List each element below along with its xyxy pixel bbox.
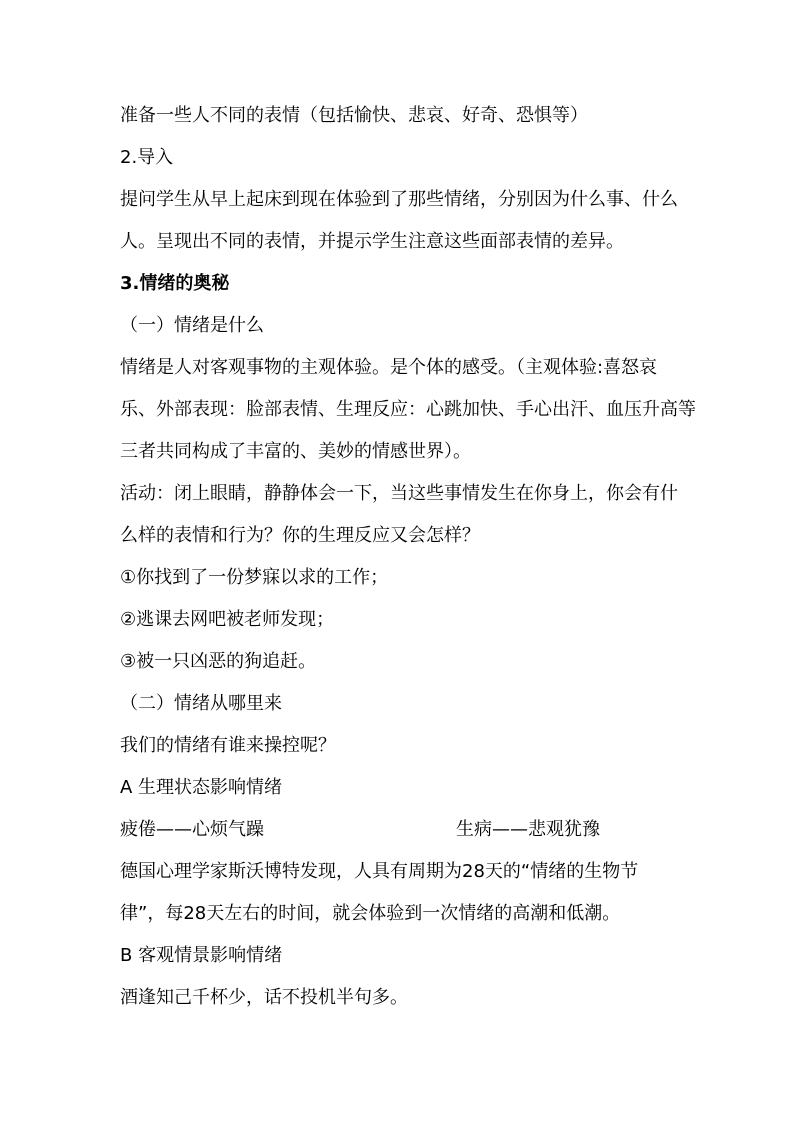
factor-a-examples	[120, 818, 600, 842]
biorhythm-line-1: 德国心理学家斯沃博特发现，人具有周期为28天的“情绪的生物节	[120, 861, 639, 882]
biorhythm-line-2: 律”，每28天左右的时间，就会体验到一次情绪的高潮和低潮。	[120, 903, 621, 924]
activity-item-2: ②逃课去网吧被老师发现；	[120, 609, 335, 630]
proverb-line: 酒逢知己千杯少，话不投机半句多。	[120, 987, 408, 1008]
activity-line-2: 么样的表情和行为？你的生理反应又会怎样？	[120, 525, 480, 546]
question-line: 我们的情绪有谁来操控呢？	[120, 735, 336, 756]
materials-line: 准备一些人不同的表情（包括愉快、悲哀、好奇、恐惧等）	[120, 105, 588, 126]
activity-item-1: ①你找到了一份梦寐以求的工作；	[120, 567, 389, 588]
activity-item-3: ③被一只凶恶的狗追赶。	[120, 651, 317, 672]
definition-line-1: 情绪是人对客观事物的主观体验。是个体的感受。（主观体验:喜怒哀	[120, 357, 658, 378]
activity-line-1: 活动：闭上眼睛，静静体会一下，当这些事情发生在你身上，你会有什	[120, 483, 678, 504]
factor-a-heading: A 生理状态影响情绪	[120, 777, 283, 798]
definition-line-3: 三者共同构成了丰富的、美妙的情感世界）。	[120, 441, 471, 462]
section-2-heading: 2.导入	[120, 147, 174, 168]
section-3-heading: 3.情绪的奥秘	[120, 273, 230, 294]
intro-line-2: 人。呈现出不同的表情，并提示学生注意这些面部表情的差异。	[120, 231, 624, 252]
subsection-1-heading: （一）情绪是什么	[120, 315, 264, 336]
intro-line-1: 提问学生从早上起床到现在体验到了那些情绪，分别因为什么事、什么	[120, 189, 678, 210]
factor-a-example-left: 疲倦——心烦气躁	[120, 819, 264, 840]
definition-line-2: 乐、外部表现：脸部表情、生理反应：心跳加快、手心出汗、血压升高等	[120, 399, 696, 420]
factor-b-heading: B 客观情景影响情绪	[120, 945, 283, 966]
factor-a-example-right: 生病——悲观犹豫	[456, 819, 600, 840]
subsection-2-heading: （二）情绪从哪里来	[120, 693, 282, 714]
